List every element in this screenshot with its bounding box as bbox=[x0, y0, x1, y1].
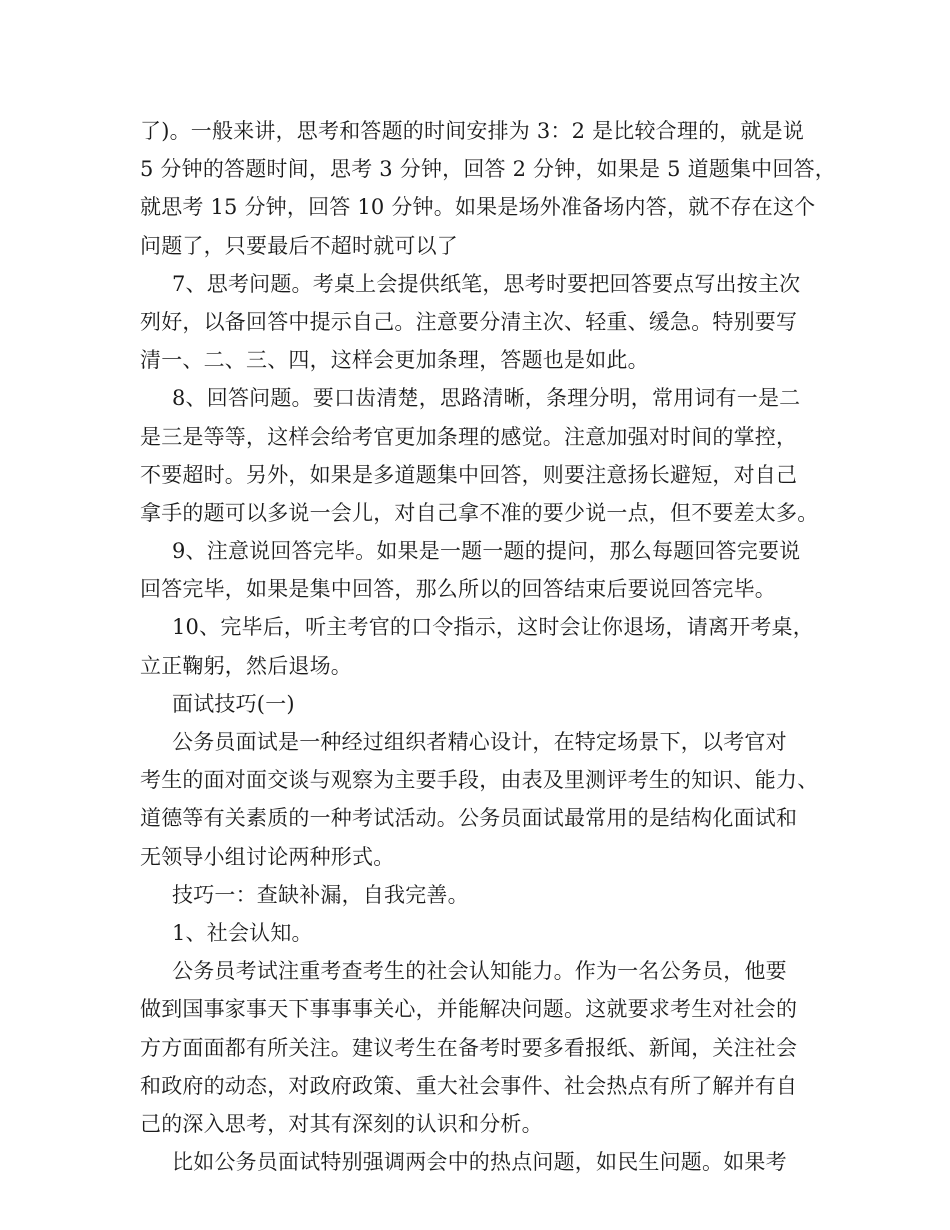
text-line: 问题了，只要最后不超时就可以了 bbox=[140, 233, 458, 258]
text-line: 10、完毕后，听主考官的口令指示，这时会让你退场，请离开考桌， bbox=[172, 615, 814, 640]
text-line: 是三是等等，这样会给考官更加条理的感觉。注意加强对时间的掌控， bbox=[140, 424, 798, 449]
text-line: 回答完毕，如果是集中回答，那么所以的回答结束后要说回答完毕。 bbox=[140, 577, 776, 602]
paragraph-item-9 bbox=[140, 532, 820, 608]
paragraph-heading-tips-1 bbox=[140, 685, 820, 723]
paragraph-item-10 bbox=[140, 608, 820, 684]
paragraph-tip-1 bbox=[140, 876, 820, 914]
text-line: 无领导小组讨论两种形式。 bbox=[140, 844, 395, 869]
text-line: 道德等有关素质的一种考试活动。公务员面试最常用的是结构化面试和 bbox=[140, 806, 798, 831]
paragraph-social-cognition bbox=[140, 914, 820, 952]
text-line: 考生的面对面交谈与观察为主要手段，由表及里测评考生的知识、能力、 bbox=[140, 768, 819, 793]
text-line: 面试技巧(一) bbox=[172, 691, 295, 716]
text-line: 了)。一般来讲，思考和答题的时间安排为 3：2 是比较合理的，就是说 bbox=[140, 119, 805, 143]
text-line: 己的深入思考，对其有深刻的认识和分析。 bbox=[140, 1111, 543, 1136]
paragraph-social-body bbox=[140, 952, 820, 1143]
text-line: 公务员面试是一种经过组织者精心设计，在特定场景下，以考官对 bbox=[172, 730, 787, 754]
text-line: 列好，以备回答中提示自己。注意要分清主次、轻重、缓急。特别要写 bbox=[140, 309, 798, 334]
paragraph-item-8 bbox=[140, 379, 820, 532]
text-line: 清一、二、三、四，这样会更加条理，答题也是如此。 bbox=[140, 348, 649, 373]
text-line: 技巧一：查缺补漏，自我完善。 bbox=[172, 882, 469, 907]
text-line: 拿手的题可以多说一会儿，对自己拿不准的要少说一点，但不要差太多。 bbox=[140, 500, 819, 525]
text-line: 做到国事家事天下事事事关心，并能解决问题。这就要求考生对社会的 bbox=[140, 997, 798, 1022]
text-line: 1、社会认知。 bbox=[172, 920, 313, 945]
text-line: 5 分钟的答题时间，思考 3 分钟，回答 2 分钟，如果是 5 道题集中回答， bbox=[140, 157, 836, 182]
paragraph-example bbox=[140, 1143, 820, 1181]
text-line: 比如公务员面试特别强调两会中的热点问题，如民生问题。如果考 bbox=[172, 1150, 787, 1175]
text-line: 公务员考试注重考查考生的社会认知能力。作为一名公务员，他要 bbox=[172, 959, 787, 984]
text-line: 方方面面都有所关注。建议考生在备考时要多看报纸、新闻，关注社会 bbox=[140, 1035, 798, 1060]
paragraph-item-7 bbox=[140, 265, 820, 380]
text-line: 就思考 15 分钟，回答 10 分钟。如果是场外准备场内答，就不存在这个 bbox=[140, 195, 816, 220]
text-line: 不要超时。另外，如果是多道题集中回答，则要注意扬长避短，对自己 bbox=[140, 462, 798, 487]
paragraph-intro bbox=[140, 723, 820, 876]
text-line: 9、注意说回答完毕。如果是一题一题的提问，那么每题回答完要说 bbox=[172, 539, 801, 564]
paragraph-continuation bbox=[140, 112, 836, 265]
text-line: 和政府的动态，对政府政策、重大社会事件、社会热点有所了解并有自 bbox=[140, 1073, 798, 1098]
text-line: 8、回答问题。要口齿清楚，思路清晰，条理分明，常用词有一是二 bbox=[172, 386, 801, 411]
document-body bbox=[140, 112, 836, 1181]
text-line: 7、思考问题。考桌上会提供纸笔，思考时要把回答要点写出按主次 bbox=[172, 271, 801, 296]
text-line: 立正鞠躬，然后退场。 bbox=[140, 653, 352, 678]
